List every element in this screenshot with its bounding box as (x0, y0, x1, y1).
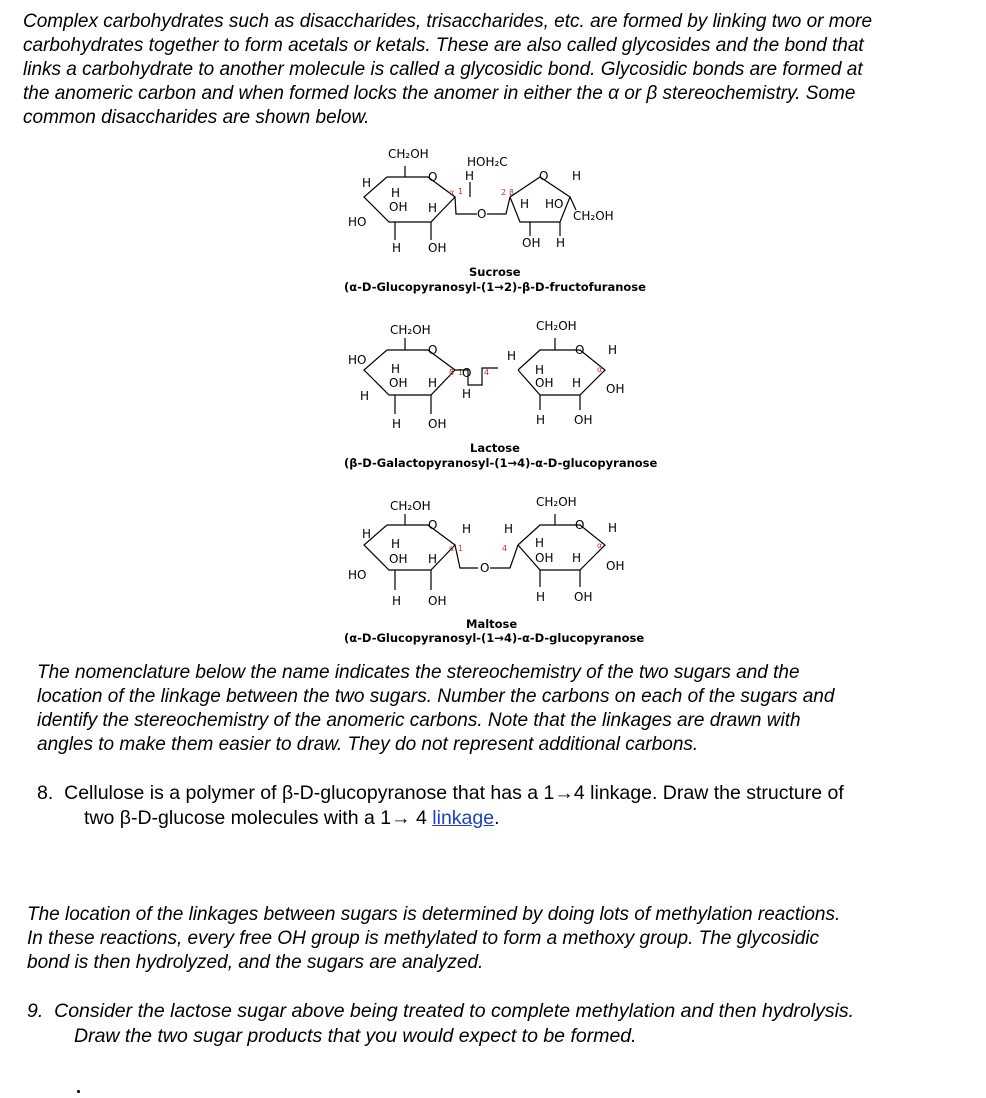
intro-line-5: common disaccharides are shown below. (23, 107, 370, 128)
svg-text:H: H (362, 527, 372, 541)
svg-text:O: O (575, 518, 585, 532)
svg-text:HO: HO (348, 568, 367, 582)
svg-text:OH: OH (428, 417, 447, 431)
svg-text:O: O (428, 518, 438, 532)
svg-text:OH: OH (574, 413, 593, 427)
svg-text:OH: OH (535, 376, 554, 390)
svg-text:H: H (362, 176, 372, 190)
svg-text:H: H (392, 594, 402, 608)
svg-text:α: α (449, 544, 455, 553)
sucrose-glc-ch2oh: CH₂OH (388, 147, 429, 161)
svg-text:α: α (449, 188, 455, 197)
svg-text:β: β (509, 188, 515, 197)
methylation-line-2: In these reactions, every free OH group is methylated to form a methoxy group. The glycosidic (27, 928, 820, 949)
svg-text:H: H (462, 387, 472, 401)
svg-text:1: 1 (458, 187, 464, 196)
svg-text:H: H (392, 241, 402, 255)
svg-text:H: H (391, 186, 401, 200)
sucrose-structure (344, 147, 646, 294)
nomenclature-paragraph (37, 661, 967, 757)
svg-text:H: H (535, 536, 545, 550)
svg-text:H: H (572, 551, 582, 565)
question-9-number: 9. (27, 1000, 44, 1022)
intro-line-2: carbohydrates together to form acetals or ketals. These are also called glycosides and the bond that (23, 35, 864, 56)
question-8-line-1: Cellulose is a polymer of β-D-glucopyranose that has a 1→4 linkage. Draw the structure of (64, 782, 844, 804)
nomenclature-line-2: location of the linkage between the two sugars. Number the carbons on each of the sugars and (37, 686, 835, 707)
svg-text:O: O (575, 343, 585, 357)
lactose-gal-ch2oh: CH₂OH (390, 323, 431, 337)
svg-text:H: H (391, 537, 401, 551)
lactose-glc-ch2oh: CH₂OH (536, 319, 577, 333)
svg-text:H: H (556, 236, 566, 250)
svg-text:OH: OH (428, 241, 447, 255)
maltose-glc2-ch2oh: CH₂OH (536, 495, 577, 509)
nomenclature-line-1: The nomenclature below the name indicates the stereochemistry of the two sugars and the (37, 662, 800, 683)
svg-text:H: H (507, 349, 517, 363)
question-9-line-1: Consider the lactose sugar above being treated to complete methylation and then hydrolysis. (54, 1000, 855, 1022)
svg-text:H: H (520, 197, 530, 211)
sucrose-glc-ring-o: O (428, 170, 438, 184)
methylation-paragraph (27, 903, 972, 975)
svg-text:OH: OH (574, 590, 593, 604)
svg-text:H: H (608, 343, 618, 357)
svg-text:H: H (360, 389, 370, 403)
question-8: 8. Cellulose is a polymer of β-D-glucopyranose that has a 1→4 linkage. Draw the structure of two β-D-glucose molecules with a 1→ 4 linkage. (37, 782, 844, 829)
svg-text:OH: OH (428, 594, 447, 608)
svg-text:H: H (428, 552, 438, 566)
maltose-glycosidic-o: O (480, 561, 490, 575)
nomenclature-line-4: angles to make them easier to draw. They do not represent additional carbons. (37, 734, 699, 755)
svg-text:HO: HO (348, 215, 367, 229)
linkage-link[interactable]: linkage (432, 807, 495, 829)
svg-text:H: H (572, 376, 582, 390)
question-8-line-2: two β-D-glucose molecules with a 1→ 4 (84, 807, 433, 829)
methylation-line-1: The location of the linkages between sugars is determined by doing lots of methylation reactions. (27, 904, 841, 925)
svg-text:α: α (597, 541, 603, 550)
question-9 (27, 999, 972, 1049)
svg-text:4: 4 (502, 544, 508, 553)
svg-text:O: O (428, 343, 438, 357)
stray-dot (77, 1090, 80, 1093)
svg-text:β: β (449, 368, 455, 377)
svg-text:H: H (428, 201, 438, 215)
svg-text:H: H (391, 362, 401, 376)
question-8-number: 8. (37, 782, 54, 804)
question-9-line-2: Draw the two sugar products that you would expect to be formed. (74, 1025, 637, 1047)
svg-text:OH: OH (522, 236, 541, 250)
sucrose-name: Sucrose (469, 265, 521, 279)
svg-text:H: H (504, 522, 514, 536)
svg-text:H: H (536, 413, 546, 427)
svg-text:2: 2 (501, 188, 507, 197)
svg-text:1: 1 (458, 368, 464, 377)
nomenclature-line-3: identify the stereochemistry of the anomeric carbons. Note that the linkages are drawn with (37, 710, 801, 731)
sucrose-systematic-name: (α-D-Glucopyranosyl-(1→2)-β-D-fructofuranose (344, 280, 646, 294)
svg-text:HO: HO (545, 197, 564, 211)
lactose-glycosidic-o: O (462, 366, 472, 380)
svg-text:OH: OH (606, 559, 625, 573)
svg-text:CH₂OH: CH₂OH (573, 209, 614, 223)
intro-line-1: Complex carbohydrates such as disaccharides, trisaccharides, etc. are formed by linking two or more (23, 11, 873, 32)
svg-text:OH: OH (606, 382, 625, 396)
lactose-systematic-name: (β-D-Galactopyranosyl-(1→4)-α-D-glucopyranose (344, 456, 658, 470)
svg-text:O: O (539, 169, 549, 183)
maltose-glc1-ch2oh: CH₂OH (390, 499, 431, 513)
svg-text:H: H (462, 522, 472, 536)
maltose-structure (344, 495, 644, 645)
svg-text:α: α (597, 365, 603, 374)
svg-text:H: H (535, 363, 545, 377)
svg-text:HO: HO (348, 353, 367, 367)
lactose-structure (344, 319, 658, 470)
svg-text:H: H (428, 376, 438, 390)
svg-text:H: H (572, 169, 582, 183)
svg-text:H: H (608, 521, 618, 535)
svg-text:OH: OH (389, 552, 408, 566)
maltose-systematic-name: (α-D-Glucopyranosyl-(1→4)-α-D-glucopyranose (344, 631, 645, 645)
intro-line-4: the anomeric carbon and when formed locks the anomer in either the α or β stereochemistry. Some (23, 83, 856, 104)
svg-text:OH: OH (389, 200, 408, 214)
methylation-line-3: bond is then hydrolyzed, and the sugars are analyzed. (27, 952, 484, 973)
svg-text:1: 1 (458, 544, 464, 553)
svg-text:OH: OH (389, 376, 408, 390)
svg-text:4: 4 (484, 368, 490, 377)
sucrose-fru-hoh2c: HOH₂C (467, 155, 508, 169)
maltose-name: Maltose (466, 617, 518, 631)
svg-text:H: H (536, 590, 546, 604)
svg-text:H: H (465, 169, 475, 183)
intro-line-3: links a carbohydrate to another molecule is called a glycosidic bond. Glycosidic bonds are formed at (23, 59, 863, 80)
sucrose-glycosidic-o: O (477, 207, 487, 221)
lactose-name: Lactose (470, 441, 520, 455)
svg-text:OH: OH (535, 551, 554, 565)
svg-text:H: H (392, 417, 402, 431)
